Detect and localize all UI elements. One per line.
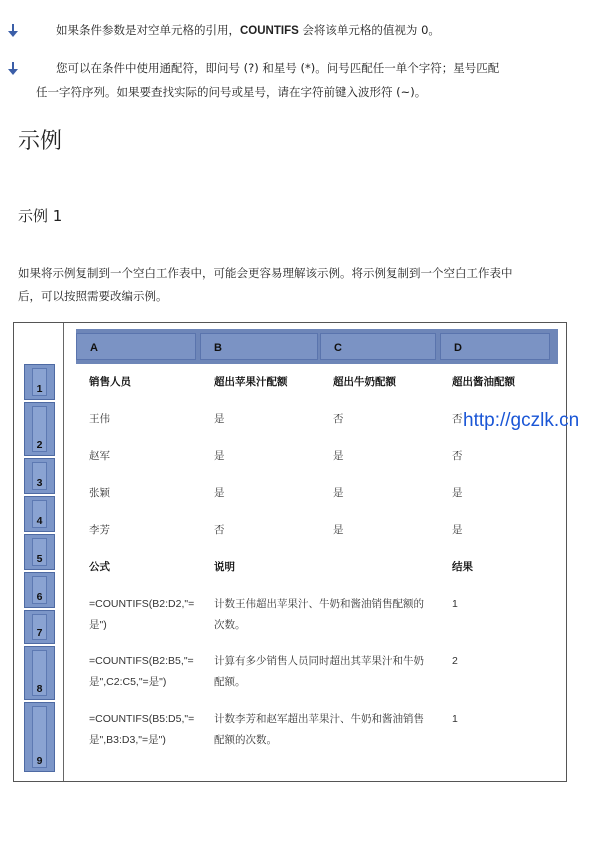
description-cell-1: 计数王伟超出苹果汁、牛奶和酱油销售配额的 次数。: [214, 598, 424, 631]
column-header-a[interactable]: A: [76, 333, 196, 360]
heading-examples: 示例: [18, 129, 63, 154]
row-number-8[interactable]: 8: [24, 646, 55, 700]
table-cell: 是: [214, 450, 225, 462]
intro-paragraph: [18, 262, 566, 308]
table-cell: 是: [452, 524, 463, 536]
row-number-4[interactable]: 4: [24, 496, 55, 532]
result-cell-2: 2: [452, 655, 458, 667]
table-cell: 否: [452, 450, 463, 462]
intro-line-1: 如果将示例复制到一个空白工作表中，可能会更容易理解该示例。将示例复制到一个空白工作表中: [18, 266, 513, 280]
intro-line-2: 后，可以按照需要改编示例。: [18, 289, 168, 303]
note-text-2-line1: 您可以在条件中使用通配符，即问号 (?) 和星号 (*)。问号匹配任一单个字符；星号匹配: [56, 61, 500, 75]
watermark-url: http://gczlk.cn: [463, 410, 580, 431]
heading-example-1: 示例 1: [18, 207, 63, 225]
note-text-1: 如果条件参数是对空单元格的引用，COUNTIFS 会将该单元格的值视为 0。: [56, 23, 440, 37]
table-header-soy: 超出酱油配额: [452, 376, 515, 388]
table-cell: 否: [214, 524, 225, 536]
description-cell-3: 计数李芳和赵军超出苹果汁、牛奶和酱油销售 配额的次数。: [214, 713, 424, 746]
table-header-salesperson: 销售人员: [89, 376, 131, 388]
formula-cell-1: =COUNTIFS(B2:D2,"= 是"): [89, 598, 195, 631]
row-number-3[interactable]: 3: [24, 458, 55, 494]
row-number-1[interactable]: 1: [24, 364, 55, 400]
row-number-6[interactable]: 6: [24, 572, 55, 608]
table-cell: 否: [452, 413, 463, 425]
result-cell-1: 1: [452, 598, 458, 610]
arrow-down-icon: [8, 62, 18, 76]
table-cell: 是: [333, 450, 344, 462]
row-number-5[interactable]: 5: [24, 534, 55, 570]
table-cell: 是: [452, 487, 463, 499]
table-cell: 张颖: [89, 487, 110, 499]
formula-header-formula: 公式: [89, 561, 110, 573]
formula-header-result: 结果: [452, 561, 473, 573]
column-header-c[interactable]: C: [320, 333, 436, 360]
table-cell: 是: [333, 524, 344, 536]
table-cell: 否: [333, 413, 344, 425]
result-cell-3: 1: [452, 713, 458, 725]
table-cell: 是: [214, 413, 225, 425]
arrow-down-icon: [8, 24, 18, 38]
note-text-2-line2: 任一字符序列。如果要查找实际的问号或星号，请在字符前键入波形符 (~)。: [36, 85, 427, 99]
table-cell: 是: [333, 487, 344, 499]
row-number-9[interactable]: 9: [24, 702, 55, 772]
column-header-d[interactable]: D: [440, 333, 550, 360]
table-cell: 是: [214, 487, 225, 499]
table-header-apple: 超出苹果汁配额: [214, 376, 288, 388]
table-cell: 赵军: [89, 450, 110, 462]
row-number-7[interactable]: 7: [24, 610, 55, 644]
table-cell: 王伟: [89, 413, 110, 425]
table-cell: 李芳: [89, 524, 110, 536]
formula-header-description: 说明: [214, 561, 235, 573]
row-number-2[interactable]: 2: [24, 402, 55, 456]
formula-cell-3: =COUNTIFS(B5:D5,"= 是",B3:D3,"=是"): [89, 713, 195, 746]
column-header-b[interactable]: B: [200, 333, 318, 360]
formula-cell-2: =COUNTIFS(B2:B5,"= 是",C2:C5,"=是"): [89, 655, 194, 688]
description-cell-2: 计算有多少销售人员同时超出其苹果汁和牛奶 配额。: [214, 655, 424, 688]
table-header-milk: 超出牛奶配额: [333, 376, 396, 388]
